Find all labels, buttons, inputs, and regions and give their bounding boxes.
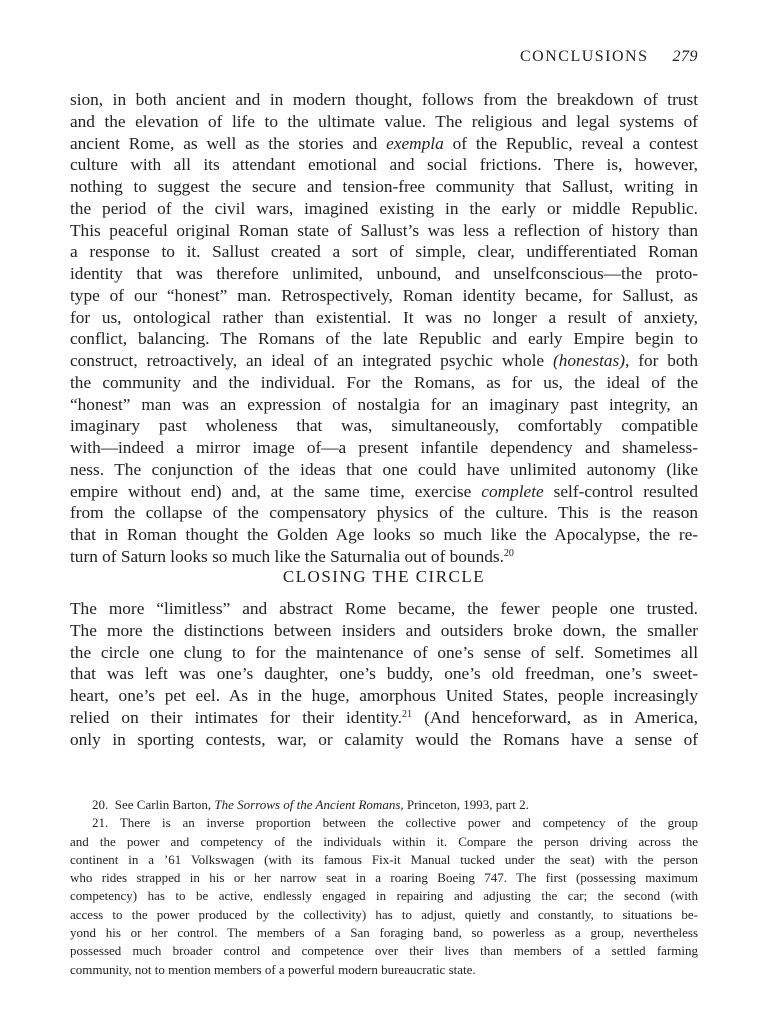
footnote-21-line: community, not to mention members of a powerful modern bureaucratic state. [70, 961, 476, 977]
text-line: ancient Rome, as well as the stories and exempla of the Republic, reveal a contest [70, 133, 698, 153]
text-line: The more the distinctions between insiders and outsiders broke down, the smaller [70, 620, 698, 640]
footnote-ref-21[interactable]: 21 [402, 708, 413, 720]
page-number: 279 [672, 48, 698, 65]
text-line: that in Roman thought the Golden Age looks so much like the Apocalypse, the re- [70, 525, 698, 544]
text-line: type of our “honest” man. Retrospectively, Roman identity became, for Sallust, as [70, 285, 698, 305]
text-line: “honest” man was an expression of nostalgia for an imaginary past integrity, an [70, 394, 698, 414]
text-line: the community and the individual. For the Romans, as for us, the ideal of the [70, 372, 698, 392]
footnote-21-line: possessed much broader control and competence over their lives than members of a settled farming [70, 943, 698, 959]
text-line: heart, one’s pet eel. As in the huge, amorphous United States, people increasingly [70, 686, 698, 705]
text-line: only in sporting contests, war, or calamity would the Romans have a sense of [70, 729, 698, 749]
footnote-21-line: access to the power produced by the collectivity) has to adjust, quietly and constantly, to situations be- [70, 906, 698, 922]
footnote-21-line: who rides strapped in his or her narrow seat in a roaring Boeing 747. The first (possessing maximum [70, 870, 698, 886]
running-header [0, 48, 698, 66]
paragraph-1 [70, 89, 698, 568]
footnote-21-line: 21. There is an inverse proportion between the collective power and competency of the group [92, 815, 698, 831]
text-line: a response to it. Sallust created a sort of simple, clear, undifferentiated Roman [70, 242, 698, 262]
text-line: identity that was therefore unlimited, unbound, and unselfconscious—the proto- [70, 264, 698, 283]
footnote-ref-20[interactable]: 20 [503, 547, 514, 559]
text-line: ness. The conjunction of the ideas that one could have unlimited autonomy (like [70, 459, 698, 479]
text-line: culture with all its attendant emotional and social frictions. There is, however, [70, 155, 698, 175]
footnotes [70, 796, 698, 979]
text-line: the circle one clung to for the maintenance of one’s sense of self. Sometimes all [70, 642, 698, 662]
text-line: relied on their intimates for their identity.$^{21}$ (And henceforward, as in America, [70, 707, 698, 727]
section-heading: CLOSING THE CIRCLE [282, 567, 486, 586]
text-line: the period of the civil wars, imagined existing in the early or middle Republic. [70, 198, 698, 218]
text-line: empire without end) and, at the same time, exercise complete self-control resulted [70, 481, 698, 501]
footnote-21-line: and the power and competency of the individuals within it. Compare the person driving across the [70, 833, 698, 849]
text-line: turn of Saturn looks so much like the Saturnalia out of bounds.$^{20}$ [70, 546, 514, 566]
footnote-21-line: continent in a ’61 Volkswagen (with its famous Fix-it Manual tucked under the seat) with the person [70, 851, 698, 867]
text-line: This peaceful original Roman state of Sallust’s was less a reflection of history than [70, 220, 698, 240]
text-line: from the collapse of the compensatory physics of the culture. This is the reason [70, 503, 698, 523]
text-line: imaginary past wholeness that was, simultaneously, comfortably compatible [70, 416, 698, 436]
text-line: and the elevation of life to the ultimate value. The religious and legal systems of [70, 111, 698, 131]
text-line: nothing to suggest the secure and tension-free community that Sallust, writing in [70, 177, 698, 196]
text-line: for us, ontological rather than existential. It was no longer a result of anxiety, [70, 307, 698, 327]
text-line: that was left was one’s daughter, one’s buddy, one’s old freedman, one’s sweet- [70, 664, 698, 684]
paragraph-2 [70, 598, 698, 750]
text-line: The more “limitless” and abstract Rome became, the fewer people one trusted. [70, 599, 698, 618]
running-head: CONCLUSIONS [519, 48, 649, 65]
text-line: with—indeed a mirror image of—a present infantile dependency and shameless- [70, 438, 698, 457]
text-line: construct, retroactively, an ideal of an integrated psychic whole (honestas), for both [70, 351, 699, 370]
text-line: sion, in both ancient and in modern thought, follows from the breakdown of trust [70, 90, 698, 109]
text-line: conflict, balancing. The Romans of the late Republic and early Empire begin to [70, 329, 698, 349]
footnote-20: 20. See Carlin Barton, The Sorrows of the Ancient Romans, Princeton, 1993, part 2. [92, 797, 529, 812]
footnote-21-line: yond his or her control. The members of a San foraging band, so powerless as a group, nevertheless [70, 925, 698, 941]
footnote-21-line: competency) has to be active, endlessly engaged in repairing and adjusting the car; the second (with [70, 888, 698, 904]
